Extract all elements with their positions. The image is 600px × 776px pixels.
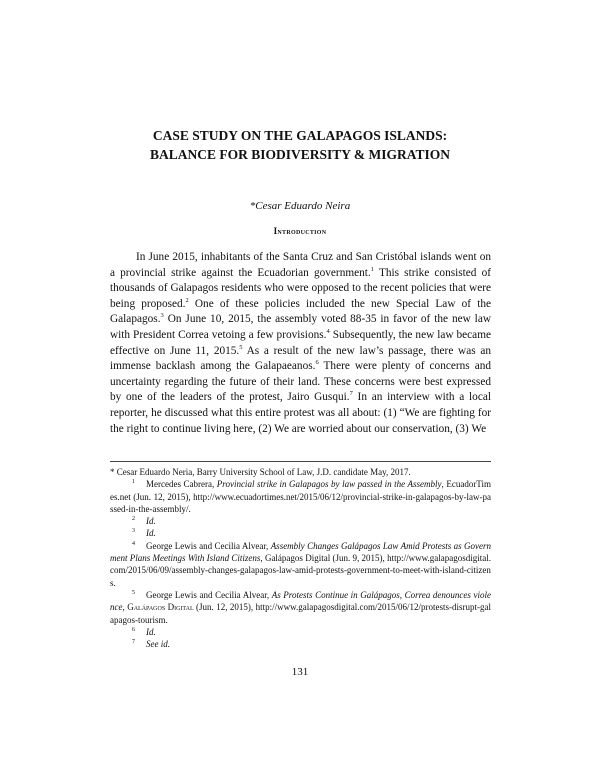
page-number: 131 [291,666,309,678]
footnote-ref[interactable]: 1 [370,265,375,273]
footnote-6 [110,626,491,638]
author-byline: *Cesar Eduardo Neira [249,200,351,212]
footnote-ref[interactable]: 4 [326,328,330,336]
footnote-number [132,540,146,552]
footnote-title: Assembly Changes Galápagos Law Amid Protests as Government Plans Meetings With Island Citizens [110,540,491,564]
footnote-title: As Protests Continue in Galápagos, Correa denounces violence [110,589,491,613]
footnote-number-text: 5 [132,589,135,596]
footnote-number-text: 3 [132,528,135,535]
footnote-ref[interactable]: 6 [315,359,319,367]
footnote-1 [110,478,491,515]
footnote-number [132,515,146,527]
body-sentence: Subsequently, the new law became effective on June 11, 2015. [110,328,491,357]
footnote-number-text: 6 [132,626,135,633]
body-sentence: One of these policies included the new Special Law of the Galapagos. [110,297,491,326]
footnote-text: Mercedes Cabrera, [146,479,217,490]
footnote-text: , [122,602,128,613]
body-sentence: There were plenty of concerns and uncertainty regarding the future of their land. These concerns were best expressed by one of the leaders of the protest, Jairo Gusqui. [110,360,492,404]
footnote-text: George Lewis and Cecilia Alvear, [146,589,272,600]
footnote-number-text: 7 [132,639,135,646]
footnote-number [132,527,146,539]
body-sentence: As a result of the new law’s passage, there was an immense backlash among the Galapaeanos. [110,344,491,373]
footnote-7 [110,638,491,650]
footnote-text: Id. [146,516,156,527]
body-sentence: On June 10, 2015, the assembly voted 88-35 in favor of the new law with President Correa vetoing a few provisions. [110,313,491,341]
footnote-4 [110,540,491,589]
footnote-title: Provincial strike in Galapagos by law passed in the Assembly [216,479,442,490]
footnote-3 [110,527,491,539]
footnote-text[interactable]: , Galápagos Digital (Jun. 9, 2015), http://www.galapagosdigital.com/2015/06/09/assembly-changes-galapagos-law-amid-protests-government-to-meet-with-island-citizens. [110,553,491,588]
footnote-ref[interactable]: 3 [160,312,164,320]
body-sentence: In June 2015, inhabitants of the Santa Cruz and San Cristóbal islands went on a provincial strike against the Ecuadorian government. [110,251,491,279]
title-line-2: BALANCE FOR BIODIVERSITY & MIGRATION [149,147,451,162]
footnote-ref[interactable]: 7 [349,390,353,398]
footnote-2 [110,515,491,527]
footnote-number [132,589,146,601]
footnote-divider [110,461,491,462]
section-heading: Introduction [273,226,327,236]
footnote-ref[interactable]: 5 [239,343,243,351]
author-footnote: * Cesar Eduardo Neria, Barry University School of Law, J.D. candidate May, 2017. [110,467,411,477]
footnote-text[interactable]: (Jun. 12, 2015), http://www.galapagosdigital.com/2015/06/12/protests-disrupt-galapagos-tourism. [110,602,492,625]
footnote-text: Id. [146,626,156,637]
body-sentence: This strike consisted of thousands of Galapagos residents who were opposed to the recent policies that were being proposed. [110,266,491,310]
footnote-text: Id. [146,528,156,539]
footnote-source: Galápagos Digital [127,602,194,613]
footnote-number-text: 2 [132,516,135,523]
footnote-5 [110,589,491,626]
footnote-number-text: 4 [132,540,135,547]
footnote-number-text: 1 [132,479,135,486]
body-paragraph [110,250,491,437]
footnote-number [132,478,146,490]
body-sentence: In an interview with a local reporter, he discussed what this entire protest was all about: (1) “We are fighting for the right to continue living here, (2) We are worried about our conservation, (3) We [110,391,491,435]
footnote-number [132,626,146,638]
footnote-text: George Lewis and Cecilia Alvear, [146,540,271,551]
footnote-number [132,638,146,650]
footnote-ref[interactable]: 2 [185,297,189,305]
footnote-text: See id. [146,639,170,650]
body-text [110,250,491,437]
title-line-1: CASE STUDY ON THE GALAPAGOS ISLANDS: [152,128,448,143]
article-title [100,126,500,164]
footnote-text[interactable]: , EcuadorTimes.net (Jun. 12, 2015), http://www.ecuadortimes.net/2015/06/12/provincial-strike-in-galapagos-by-law-passed-in-the-assembly/. [110,479,491,514]
footnotes [110,466,491,650]
